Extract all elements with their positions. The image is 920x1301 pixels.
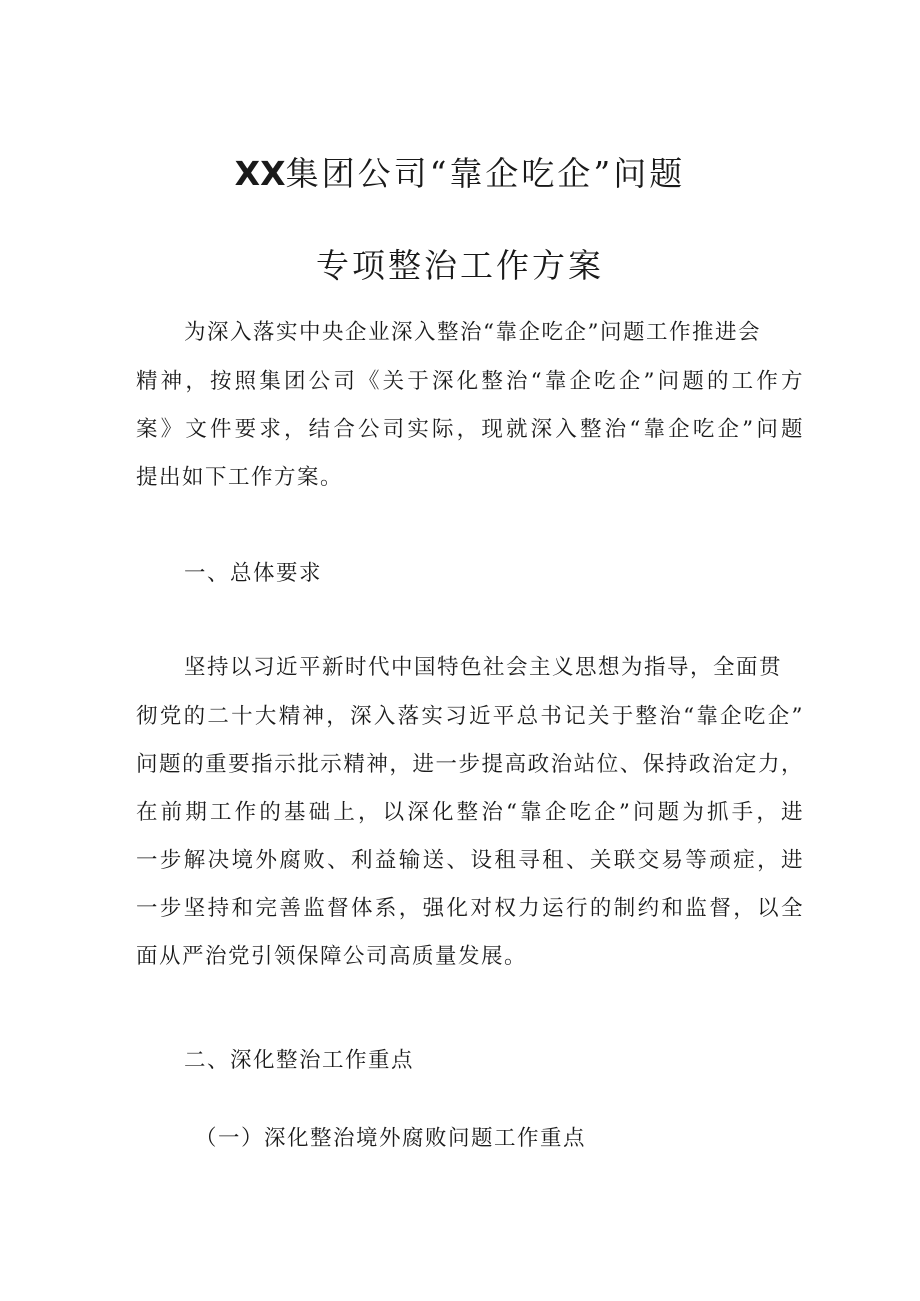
section-1-line-2: 彻党的二十大精神，深入落实习近平总书记关于整治“靠企吃企” (136, 704, 804, 729)
section-1-line-6: 一步坚持和完善监督体系，强化对权力运行的制约和监督，以全 (136, 896, 804, 921)
document-title-line-1 (0, 148, 920, 195)
section-2-subheading-1: （一）深化整治境外腐败问题工作重点 (195, 1126, 587, 1151)
intro-line-1: 为深入落实中央企业深入整治“靠企吃企”问题工作推进会 (184, 320, 761, 345)
intro-line-4: 提出如下工作方案。 (136, 465, 344, 490)
section-1-line-3: 问题的重要指示批示精神，进一步提高政治站位、保持政治定力， (136, 752, 804, 777)
intro-line-3: 案》文件要求，结合公司实际，现就深入整治“靠企吃企”问题 (136, 417, 804, 442)
section-1-line-5: 一步解决境外腐败、利益输送、设租寻租、关联交易等顽症，进 (136, 848, 804, 873)
title-prefix: XX (234, 154, 286, 193)
intro-line-2: 精神，按照集团公司《关于深化整治“靠企吃企”问题的工作方 (136, 369, 804, 394)
section-2-heading: 二、深化整治工作重点 (184, 1048, 415, 1073)
section-1-line-1: 坚持以习近平新时代中国特色社会主义思想为指导，全面贯 (184, 655, 783, 680)
section-1-line-4: 在前期工作的基础上，以深化整治“靠企吃企”问题为抓手，进 (136, 800, 804, 825)
section-1-heading: 一、总体要求 (184, 561, 323, 586)
section-1-line-7: 面从严治党引领保障公司高质量发展。 (136, 944, 528, 969)
title-rest: 集团公司“靠企吃企”问题 (285, 154, 686, 193)
document-title-line-2: 专项整治工作方案 (316, 246, 604, 285)
